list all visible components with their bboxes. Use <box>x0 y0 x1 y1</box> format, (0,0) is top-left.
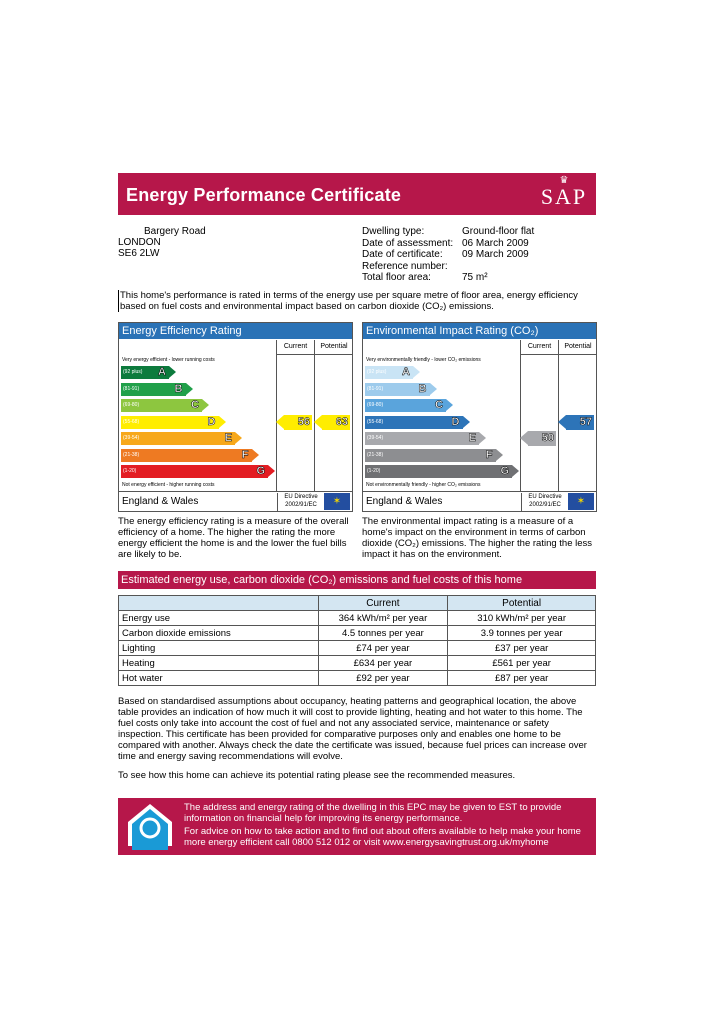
band-range: (81-91) <box>367 385 384 392</box>
est-info-text: The address and energy rating of the dwelling in this EPC may be given to EST to provide information on financial help for improving its energy performance. <box>184 802 562 824</box>
current-column-header: Current <box>520 340 558 355</box>
band-range: (92 plus) <box>367 369 387 375</box>
band-letter: E <box>468 432 476 444</box>
rating-band-g <box>365 465 512 478</box>
table-header: Potential <box>448 596 596 611</box>
band-range: (81-91) <box>123 385 140 392</box>
potential-value: 3.9 tonnes per year <box>448 626 596 641</box>
page-title: Energy Performance Certificate <box>126 185 402 205</box>
band-letter: B <box>418 382 427 395</box>
band-range: (69-80) <box>123 402 140 408</box>
scale-bottom-text: Not energy efficient - higher running costs <box>122 482 215 488</box>
band-letter: E <box>224 432 232 444</box>
rating-band-d <box>365 416 463 429</box>
band-range: (55-68) <box>123 418 140 425</box>
rating-band-e <box>121 432 235 445</box>
table-row <box>119 626 596 641</box>
band-range: (69-80) <box>367 402 384 408</box>
panel-footer <box>363 491 596 512</box>
region-label: England & Wales <box>366 496 443 507</box>
panel-title: Environmental Impact Rating (CO₂) <box>363 323 596 339</box>
region-label: England & Wales <box>122 496 199 507</box>
band-range: (39-54) <box>367 435 384 441</box>
potential-value: £37 per year <box>448 641 596 656</box>
property-address <box>118 226 206 259</box>
eu-flag-icon: ✶ <box>568 493 594 510</box>
band-letter: A <box>158 366 166 378</box>
band-range: (21-38) <box>123 451 140 458</box>
sap-logo: ♛ SAP <box>538 176 590 212</box>
band-range: (1-20) <box>123 468 137 474</box>
environmental-impact-panel <box>362 322 597 512</box>
detail-row: Date of assessment: 06 March 2009 <box>362 237 529 249</box>
table-row <box>119 641 596 656</box>
band-letter: F <box>485 448 493 461</box>
band-letter: C <box>191 399 199 411</box>
panel-title: Energy Efficiency Rating <box>119 323 352 339</box>
current-rating-arrow: 50 <box>528 431 556 446</box>
address-line-1: Bargery Road <box>144 226 206 237</box>
energy-efficiency-panel <box>118 322 353 512</box>
est-advice-text: For advice on how to take action and to find out about offers available to help make your home more energy efficient call 0800 512 012 or visit www.energysavingtrust.org.uk/myhome <box>184 826 581 848</box>
table-row <box>119 611 596 626</box>
table-row <box>119 671 596 686</box>
rating-band-b <box>365 383 430 396</box>
band-range: (21-38) <box>367 451 384 458</box>
band-range: (1-20) <box>367 468 381 474</box>
crown-icon: ♛ <box>559 175 569 186</box>
current-value: £74 per year <box>318 641 448 656</box>
table-header <box>119 596 319 611</box>
certificate-header <box>118 173 596 215</box>
row-label: Heating <box>119 656 319 671</box>
potential-value: £87 per year <box>448 671 596 686</box>
rating-band-a <box>365 366 413 379</box>
scale-bottom-text: Not environmentally friendly - higher CO₂ emissions <box>366 482 481 488</box>
detail-row: Reference number: <box>362 260 448 272</box>
band-letter: G <box>256 465 265 477</box>
costs-section-title: Estimated energy use, carbon dioxide (CO₂) emissions and fuel costs of this home <box>118 571 596 589</box>
rating-band-b <box>121 383 186 396</box>
rating-band-f <box>365 449 496 462</box>
energy-saving-recommended-logo <box>124 802 176 852</box>
current-column-header: Current <box>276 340 314 355</box>
environmental-description: The environmental impact rating is a measure of a home's impact on the environment in terms of carbon dioxide (CO₂) emissions. The higher the rating the less impact it has on the environment. <box>362 516 593 560</box>
scale-top-text: Very environmentally friendly - lower CO₂ emissions <box>366 357 481 363</box>
rating-band-g <box>121 465 268 478</box>
potential-rating-arrow: 63 <box>322 415 350 430</box>
rating-band-c <box>365 399 446 412</box>
band-range: (55-68) <box>367 418 384 425</box>
potential-column-header: Potential <box>558 340 597 355</box>
band-letter: F <box>241 448 249 461</box>
address-line-3: SE6 2LW <box>118 248 160 259</box>
band-range: (39-54) <box>123 435 140 441</box>
scale-top-text: Very energy efficient - lower running costs <box>122 357 215 363</box>
column-divider <box>520 354 521 491</box>
potential-value: 310 kWh/m² per year <box>448 611 596 626</box>
row-label: Hot water <box>119 671 319 686</box>
detail-row: Date of certificate: 09 March 2009 <box>362 249 529 260</box>
costs-table <box>118 595 596 686</box>
row-label: Carbon dioxide emissions <box>119 626 319 641</box>
panel-footer <box>119 491 352 512</box>
current-value: £92 per year <box>318 671 448 686</box>
eu-directive-label: EU Directive 2002/91/EC <box>277 493 324 512</box>
current-rating-arrow: 56 <box>284 415 312 430</box>
row-label: Energy use <box>119 611 319 626</box>
table-row <box>119 656 596 671</box>
rating-band-f <box>121 449 252 462</box>
band-letter: C <box>435 399 443 411</box>
potential-value: £561 per year <box>448 656 596 671</box>
efficiency-description: The energy efficiency rating is a measure of the overall efficiency of a home. The higher the rating the more energy efficient the home is and the lower the fuel bills are likely to be. <box>118 516 349 560</box>
potential-rating-arrow: 57 <box>566 415 594 430</box>
row-label: Lighting <box>119 641 319 656</box>
est-banner <box>118 798 596 855</box>
band-letter: A <box>402 366 410 378</box>
band-range: (92 plus) <box>123 369 143 375</box>
cost-note: Based on standardised assumptions about occupancy, heating patterns and geographical location, the above table provides an indication of how much it will cost to provide lighting, heating and hot water to this home. The fuel costs only take into account the cost of fuel and not any associated service, maintenance or safety inspection. This certificate has been provided for comparative purposes only and enables one home to be compared with another. Always check the date the certificate was issued, because fuel prices can increase over time and energy saving recommendations will evolve. <box>118 696 587 762</box>
table-header: Current <box>318 596 448 611</box>
address-line-2: LONDON <box>118 237 161 248</box>
rating-band-e <box>365 432 479 445</box>
current-value: £634 per year <box>318 656 448 671</box>
dwelling-details <box>362 226 534 284</box>
eu-flag-icon: ✶ <box>324 493 350 510</box>
band-letter: G <box>500 465 509 477</box>
band-letter: B <box>174 382 183 395</box>
rating-band-a <box>121 366 169 379</box>
band-letter: D <box>207 415 216 428</box>
potential-column-header: Potential <box>314 340 353 355</box>
current-value: 364 kWh/m² per year <box>318 611 448 626</box>
rating-band-d <box>121 416 219 429</box>
band-letter: D <box>451 415 460 428</box>
detail-row: Dwelling type: Ground-floor flat <box>362 226 535 237</box>
detail-row: Total floor area: 75 m² <box>362 272 488 283</box>
current-value: 4.5 tonnes per year <box>318 626 448 641</box>
rating-band-c <box>121 399 202 412</box>
intro-text: This home's performance is rated in terms of the energy use per square metre of floor area, energy efficiency based on fuel costs and environmental impact based on carbon dioxide (CO₂) emissions. <box>118 290 598 312</box>
recommendation-note: To see how this home can achieve its potential rating please see the recommended measures. <box>118 770 516 781</box>
eu-directive-label: EU Directive 2002/91/EC <box>521 493 568 512</box>
